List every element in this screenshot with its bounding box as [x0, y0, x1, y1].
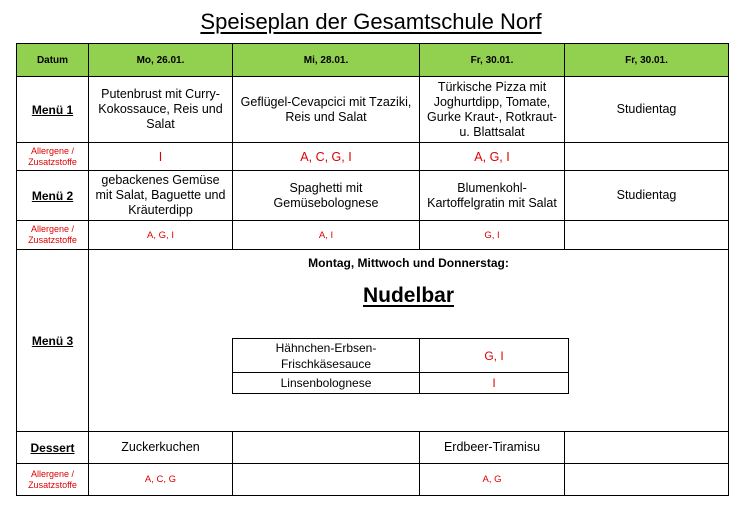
menu3-row: [17, 250, 729, 432]
header-day-3: Fr, 30.01.: [420, 44, 565, 77]
header-day-4: Fr, 30.01.: [565, 44, 729, 77]
dessert-row: [17, 432, 729, 464]
menu1-label: Menü 1: [17, 77, 89, 143]
nudelbar-table: [232, 338, 569, 394]
header-day-2: Mi, 28.01.: [233, 44, 420, 77]
menu2-label: Menü 2: [17, 171, 89, 221]
nudelbar-item-1: Hähnchen-Erbsen-Frischkäsesauce: [233, 339, 420, 373]
menu2-dish-3: Blumenkohl-Kartoffelgratin mit Salat: [420, 171, 565, 221]
dessert-dish-1: Zuckerkuchen: [89, 432, 233, 464]
dessert-dish-2: [233, 432, 420, 464]
page-title: [0, 8, 742, 36]
menu1-row: [17, 77, 729, 143]
menu2-allergen-2: A, I: [233, 221, 420, 250]
menu1-allergen-1: I: [89, 143, 233, 171]
menu2-allergen-label: Allergene / Zusatzstoffe: [17, 221, 89, 250]
page-title-text: Speiseplan der Gesamtschule Norf: [200, 9, 542, 34]
menu2-row: [17, 171, 729, 221]
dessert-dish-3: Erdbeer-Tiramisu: [420, 432, 565, 464]
nudelbar-allergen-2: I: [420, 373, 569, 394]
menu1-dish-3: Türkische Pizza mit Joghurtdipp, Tomate, Gurke Kraut-, Rotkraut- u. Blattsalat: [420, 77, 565, 143]
dessert-dish-4: [565, 432, 729, 464]
menu3-heading: Montag, Mittwoch und Donnerstag:: [308, 256, 509, 270]
menu3-title: Nudelbar: [362, 284, 454, 307]
menu2-allergen-1: A, G, I: [89, 221, 233, 250]
menu2-allergen-row: [17, 221, 729, 250]
nudelbar-allergen-1: G, I: [420, 339, 569, 373]
menu1-allergen-2: A, C, G, I: [233, 143, 420, 171]
menu3-label: Menü 3: [17, 250, 89, 432]
dessert-allergen-1: A, C, G: [89, 464, 233, 496]
menu2-allergen-3: G, I: [420, 221, 565, 250]
menu2-allergen-4: [565, 221, 729, 250]
dessert-allergen-row: [17, 464, 729, 496]
menu2-dish-1: gebackenes Gemüse mit Salat, Baguette und Kräuterdipp: [89, 171, 233, 221]
menu1-dish-1: Putenbrust mit Curry-Kokossauce, Reis und Salat: [89, 77, 233, 143]
header-day-1: Mo, 26.01.: [89, 44, 233, 77]
dessert-allergen-3: A, G: [420, 464, 565, 496]
menu3-content: [89, 250, 729, 432]
menu-table: [16, 43, 729, 496]
dessert-label: Dessert: [17, 432, 89, 464]
dessert-allergen-4: [565, 464, 729, 496]
dessert-allergen-2: [233, 464, 420, 496]
menu1-allergen-4: [565, 143, 729, 171]
menu1-dish-2: Geflügel-Cevapcici mit Tzaziki, Reis und Salat: [233, 77, 420, 143]
nudelbar-row: [233, 339, 569, 373]
menu1-allergen-row: [17, 143, 729, 171]
menu1-allergen-3: A, G, I: [420, 143, 565, 171]
menu2-dish-2: Spaghetti mit Gemüsebolognese: [233, 171, 420, 221]
nudelbar-row: [233, 373, 569, 394]
header-row: [17, 44, 729, 77]
menu2-dish-4: Studientag: [565, 171, 729, 221]
nudelbar-item-2: Linsenbolognese: [233, 373, 420, 394]
menu1-allergen-label: Allergene / Zusatzstoffe: [17, 143, 89, 171]
menu1-dish-4: Studientag: [565, 77, 729, 143]
header-date: Datum: [17, 44, 89, 77]
dessert-allergen-label: Allergene / Zusatzstoffe: [17, 464, 89, 496]
